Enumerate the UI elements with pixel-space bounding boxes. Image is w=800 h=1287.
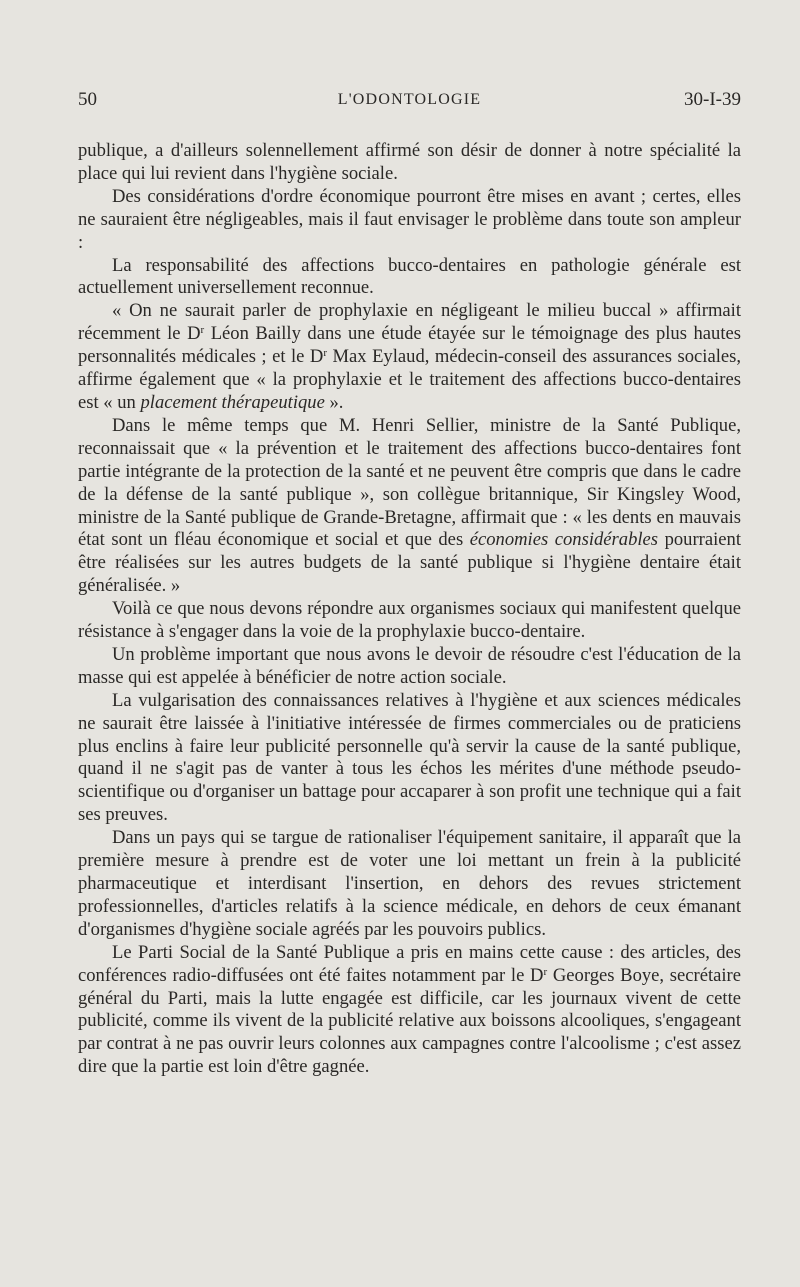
text-segment: « On ne saurait parler de prophylaxie en négligeant le milieu buccal » affirmait récemment le D [78, 300, 741, 345]
paragraph [78, 140, 741, 186]
text-segment: pourraient être réalisées sur les autres budgets de la santé publique si l'hygiène dentaire était généralisée. » [78, 529, 741, 597]
text-segment: La vulgarisation des connaissances relatives à l'hygiène et aux sciences médicales ne saurait être laissée à l'initiative intéressée de firmes commerciales ou de praticiens plus enclins à faire leur publicité personnelle qu'à servir la cause de la santé publique, quand il ne s'agit pas de vanter à tous les échos les mérites d'une méthode pseudo-scientifique ou d'organiser un battage pour accaparer à son profit une technique qui a fait ses preuves. [78, 689, 741, 826]
paragraph [78, 598, 741, 644]
article-body [78, 140, 741, 1079]
paragraph [78, 942, 741, 1079]
paragraph [78, 415, 741, 598]
paragraph [78, 827, 741, 942]
superscript: r [323, 347, 328, 360]
text-segment: Léon Bailly dans une étude étayée sur le témoignage des plus hautes personnalités médicales ; et le D [78, 323, 741, 368]
text-segment: ». [324, 391, 344, 413]
paragraph [78, 255, 741, 301]
superscript: r [543, 965, 548, 978]
text-segment: Voilà ce que nous devons répondre aux organismes sociaux qui manifestent quelque résistance à s'engager dans la voie de la prophylaxie bucco-dentaire. [78, 598, 741, 643]
italic-phrase: placement thérapeutique [140, 391, 325, 413]
text-segment: Dans un pays qui se targue de rationaliser l'équipement sanitaire, il apparaît que la première mesure à prendre est de voter une loi mettant un frein à la publicité pharmaceutique et interdisant l'insertion, en dehors des revues strictement professionnelles, d'articles relatifs à la science médicale, en dehors de ceux émanant d'organismes d'hygiène sociale agréés par les pouvoirs publics. [78, 827, 741, 940]
issue-date: 30-I-39 [684, 89, 741, 110]
text-segment: Max Eylaud, médecin-conseil des assurances sociales, affirme également que « la prophylaxie et le traitement des affections bucco-dentaires est « un [78, 346, 741, 413]
text-segment: Dans le même temps que M. Henri Sellier, ministre de la Santé Publique, reconnaissait que « la prévention et le traitement des affections bucco-dentaires font partie intégrante de la protection de la santé et ne peuvent être compris que dans le cadre de la défense de la santé publique », son collègue britannique, Sir Kingsley Wood, ministre de la Santé publique de Grande-Bretagne, affirmait que : « les dents en mauvais état sont un fléau économique et social et que des [78, 414, 741, 551]
text-segment: Georges Boye, secrétaire général du Parti, mais la lutte engagée est difficile, car les journaux vivent de cette publicité, comme ils vivent de la publicité relative aux boissons alcooliques, s'engageant par contrat à ne pas ouvrir leurs colonnes aux campagnes contre l'alcoolisme ; c'est assez dire que la partie est loin d'être gagnée. [78, 964, 741, 1078]
paragraph [78, 186, 741, 255]
italic-phrase: économies considérables [469, 529, 659, 551]
superscript: r [200, 324, 205, 337]
paragraph [78, 644, 741, 690]
paragraph [78, 690, 741, 827]
running-head [78, 89, 741, 119]
text-segment: Le Parti Social de la Santé Publique a pris en mains cette cause : des articles, des conférences radio-diffusées ont été faites notamment par le D [78, 941, 741, 986]
text-segment: Un problème important que nous avons le devoir de résoudre c'est l'éducation de la masse qui est appelée à bénéficier de notre action sociale. [78, 643, 741, 688]
paragraph [78, 300, 741, 415]
page-number: 50 [78, 89, 97, 110]
journal-title: L'ODONTOLOGIE [337, 91, 482, 108]
text-segment: La responsabilité des affections bucco-dentaires en pathologie générale est actuellement universellement reconnue. [78, 254, 741, 299]
text-segment: Des considérations d'ordre économique pourront être mises en avant ; certes, elles ne sauraient être négligeables, mais il faut envisager le problème dans toute son ampleur : [78, 185, 741, 253]
text-segment: publique, a d'ailleurs solennellement affirmé son désir de donner à notre spécialité la place qui lui revient dans l'hygiène sociale. [78, 140, 741, 184]
